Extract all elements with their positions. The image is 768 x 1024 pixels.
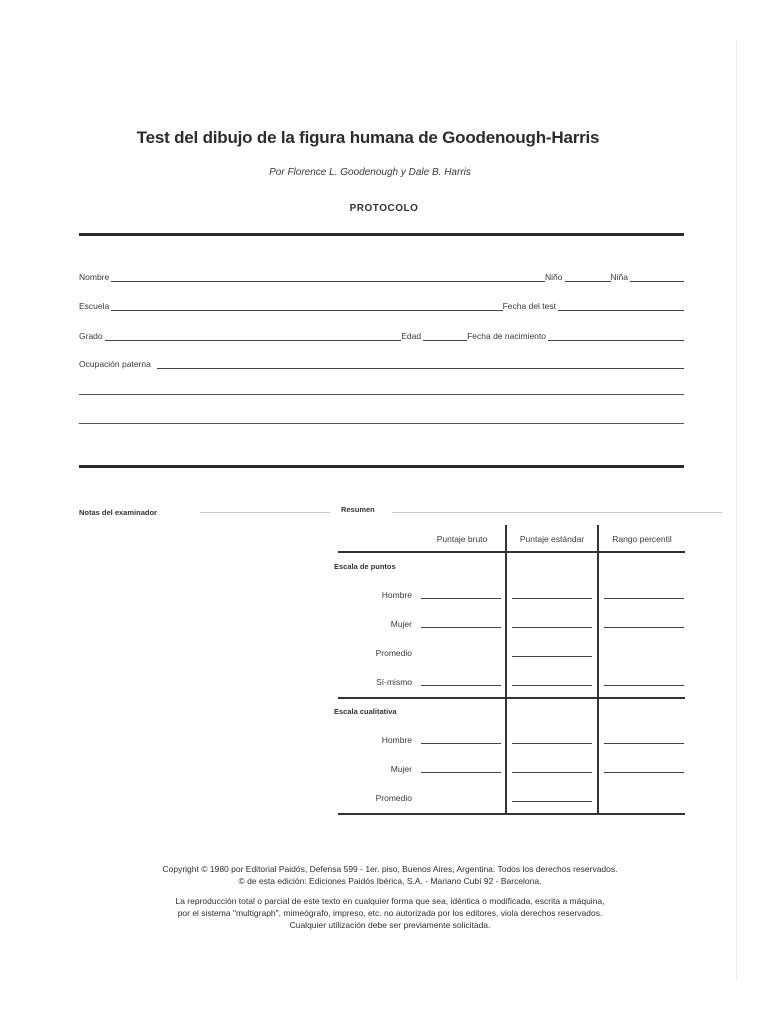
point-simismo-standard-field[interactable]: [512, 685, 592, 686]
nombre-field[interactable]: [111, 271, 545, 282]
notice-line-1: La reproducción total o parcial de este texto en cualquier forma que sea, idéntica o modificada, escrita a máquina,: [175, 896, 605, 906]
field-label-grado: Grado: [79, 331, 103, 341]
qual-promedio-standard-field[interactable]: [512, 801, 592, 802]
field-label-ocupacion: Ocupación paterna: [79, 359, 151, 369]
field-label-edad: Edad: [401, 331, 422, 341]
protocol-heading: PROTOCOLO: [349, 203, 419, 214]
row-label-point-hombre: Hombre: [381, 590, 412, 600]
notice-line-2: por el sistema "multigraph", mimeógrafo, impreso, etc. no autorizada por los editores, viola derechos reservados.: [177, 908, 603, 918]
field-label-escuela: Escuela: [79, 301, 110, 311]
notice-line-3: Cualquier utilización debe ser previamente solicitada.: [289, 920, 491, 930]
row-occupation: [79, 355, 684, 369]
reproduction-notice: [80, 895, 700, 931]
nina-field[interactable]: [630, 271, 684, 282]
row-label-point-simismo: Sí-mismo: [376, 677, 412, 687]
table-section-line: [338, 697, 685, 699]
row-name: [79, 268, 684, 282]
point-hombre-percentile-field[interactable]: [604, 598, 684, 599]
ocupacion-field[interactable]: [157, 358, 684, 369]
grado-field[interactable]: [105, 330, 402, 341]
table-column-divider-2: [597, 525, 599, 814]
escuela-field[interactable]: [111, 300, 502, 311]
row-label-qual-mujer: Mujer: [390, 764, 412, 774]
notes-label: Notas del examinador: [79, 508, 157, 517]
col-header-raw: Puntaje bruto: [436, 534, 488, 544]
section-point-scale: Escala de puntos: [334, 562, 396, 571]
row-label-point-promedio: Promedio: [375, 648, 412, 658]
extra-line-1[interactable]: [79, 394, 684, 395]
copyright-block: [80, 863, 700, 887]
table-header-line: [338, 551, 685, 553]
page-edge: [736, 40, 737, 980]
qual-hombre-percentile-field[interactable]: [604, 743, 684, 744]
fecha-test-field[interactable]: [558, 300, 684, 311]
field-label-nina: Niña: [610, 272, 628, 282]
summary-dash-line: [392, 512, 722, 513]
point-promedio-standard-field[interactable]: [512, 656, 592, 657]
qual-mujer-percentile-field[interactable]: [604, 772, 684, 773]
col-header-percentile: Rango percentil: [612, 534, 672, 544]
point-simismo-percentile-field[interactable]: [604, 685, 684, 686]
summary-label: Resumen: [341, 505, 375, 514]
qual-mujer-raw-field[interactable]: [421, 772, 501, 773]
point-mujer-standard-field[interactable]: [512, 627, 592, 628]
row-school: [79, 297, 684, 311]
nino-field[interactable]: [565, 271, 611, 282]
field-label-nombre: Nombre: [79, 272, 110, 282]
point-hombre-standard-field[interactable]: [512, 598, 592, 599]
field-label-nino: Niño: [545, 272, 563, 282]
form-divider: [79, 465, 684, 468]
row-label-qual-hombre: Hombre: [381, 735, 412, 745]
point-mujer-raw-field[interactable]: [421, 627, 501, 628]
section-qualitative-scale: Escala cualitativa: [334, 707, 397, 716]
document-title: Test del dibujo de la figura humana de Goodenough-Harris: [136, 128, 600, 147]
point-mujer-percentile-field[interactable]: [604, 627, 684, 628]
extra-line-2[interactable]: [79, 423, 684, 424]
point-hombre-raw-field[interactable]: [421, 598, 501, 599]
table-column-divider-1: [505, 525, 507, 814]
edad-field[interactable]: [423, 330, 467, 341]
col-header-standard: Puntaje estándar: [519, 534, 585, 544]
notes-dash-line: [200, 512, 330, 513]
header-divider: [79, 233, 684, 236]
copyright-line-1: Copyright © 1980 por Editorial Paidós, Defensa 599 - 1er. piso, Buenos Aires, Argentina. Todos los derechos reservados.: [162, 864, 618, 874]
copyright-line-2: © de esta edición: Ediciones Paidós Ibérica, S.A. - Mariano Cubí 92 - Barcelona.: [238, 876, 542, 886]
row-label-qual-promedio: Promedio: [375, 793, 412, 803]
qual-mujer-standard-field[interactable]: [512, 772, 592, 773]
qual-hombre-standard-field[interactable]: [512, 743, 592, 744]
point-simismo-raw-field[interactable]: [421, 685, 501, 686]
row-grade: [79, 327, 684, 341]
qual-hombre-raw-field[interactable]: [421, 743, 501, 744]
field-label-fecha-test: Fecha del test: [502, 301, 556, 311]
fecha-nacimiento-field[interactable]: [548, 330, 684, 341]
field-label-fecha-nacimiento: Fecha de nacimiento: [467, 331, 546, 341]
row-label-point-mujer: Mujer: [390, 619, 412, 629]
table-bottom-line: [338, 813, 685, 815]
authors-line: Por Florence L. Goodenough y Dale B. Harris: [269, 167, 471, 178]
